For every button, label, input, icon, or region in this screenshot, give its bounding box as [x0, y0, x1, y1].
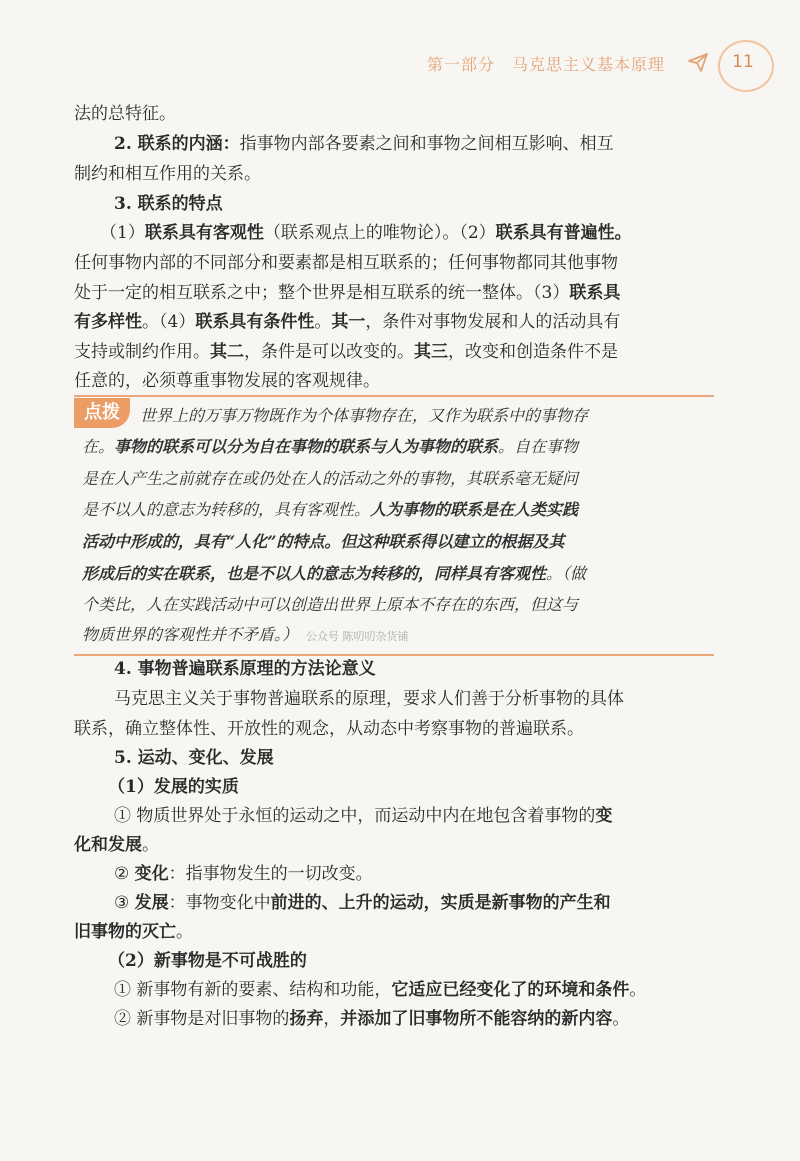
- section-title: 第一部分 马克思主义基本原理: [427, 55, 666, 74]
- tip-line: 活动中形成的，具有“人化”的特点。但这种联系得以建立的根据及其: [82, 532, 565, 551]
- subheading: 4. 事物普遍联系原理的方法论意义: [114, 659, 376, 679]
- text-line: ① 新事物有新的要素、结构和功能，它适应已经变化了的环境和条件。: [114, 980, 647, 1000]
- page-number: 11: [732, 52, 754, 72]
- text-line: ③ 发展：事物变化中前进的、上升的运动，实质是新事物的产生和: [114, 893, 611, 913]
- watermark: 公众号 陈叨叨杂货铺: [306, 630, 409, 643]
- text-line: 2. 联系的内涵：指事物内部各要素之间和事物之间相互影响、相互: [114, 134, 614, 154]
- text-line: 马克思主义关于事物普遍联系的原理，要求人们善于分析事物的具体: [114, 689, 624, 709]
- text-line: 支持或制约作用。其二，条件是可以改变的。其三，改变和创造条件不是: [74, 342, 618, 362]
- tip-line: 物质世界的客观性并不矛盾。） 公众号 陈叨叨杂货铺: [82, 625, 409, 644]
- tip-line: 世界上的万事万物既作为个体事物存在，又作为联系中的事物存: [140, 406, 589, 425]
- tip-line: 是在人产生之前就存在或仍处在人的活动之外的事物，其联系毫无疑问: [82, 469, 579, 488]
- tip-line: 形成后的实在联系，也是不以人的意志为转移的，同样具有客观性。（做: [82, 564, 587, 583]
- text-line: 法的总特征。: [74, 104, 176, 124]
- text-line: 旧事物的灭亡。: [74, 922, 193, 942]
- subheading: （1）发展的实质: [108, 777, 239, 797]
- page-header: [0, 38, 800, 88]
- tip-line: 是不以人的意志为转移的，具有客观性。人为事物的联系是在人类实践: [82, 500, 579, 519]
- subheading: （2）新事物是不可战胜的: [108, 951, 307, 971]
- text-line: （1）联系具有客观性（联系观点上的唯物论）。（2）联系具有普遍性。: [100, 223, 632, 243]
- text-line: 化和发展。: [74, 835, 159, 855]
- paper-plane-icon: [686, 50, 710, 74]
- text-line: ② 变化：指事物发生的一切改变。: [114, 864, 373, 884]
- text-line: 联系，确立整体性、开放性的观念，从动态中考察事物的普遍联系。: [74, 719, 584, 739]
- text-line: 制约和相互作用的关系。: [74, 164, 261, 184]
- tip-line: 在。事物的联系可以分为自在事物的联系与人为事物的联系。自在事物: [82, 437, 579, 456]
- text-line: 处于一定的相互联系之中；整个世界是相互联系的统一整体。（3）联系具: [74, 283, 621, 303]
- tip-line: 个类比，人在实践活动中可以创造出世界上原本不存在的东西，但这与: [82, 595, 579, 614]
- text-line: 任意的，必须尊重事物发展的客观规律。: [74, 371, 380, 391]
- text-line: 有多样性。（4）联系具有条件性。其一，条件对事物发展和人的活动具有: [74, 312, 621, 332]
- subheading: 5. 运动、变化、发展: [114, 748, 274, 768]
- subheading: 3. 联系的特点: [114, 194, 223, 214]
- text-line: ① 物质世界处于永恒的运动之中，而运动中内在地包含着事物的变: [114, 806, 613, 826]
- text-line: ② 新事物是对旧事物的扬弃，并添加了旧事物所不能容纳的新内容。: [114, 1009, 630, 1029]
- tip-label: 点拨: [74, 398, 130, 428]
- text-line: 任何事物内部的不同部分和要素都是相互联系的；任何事物都同其他事物: [74, 253, 618, 273]
